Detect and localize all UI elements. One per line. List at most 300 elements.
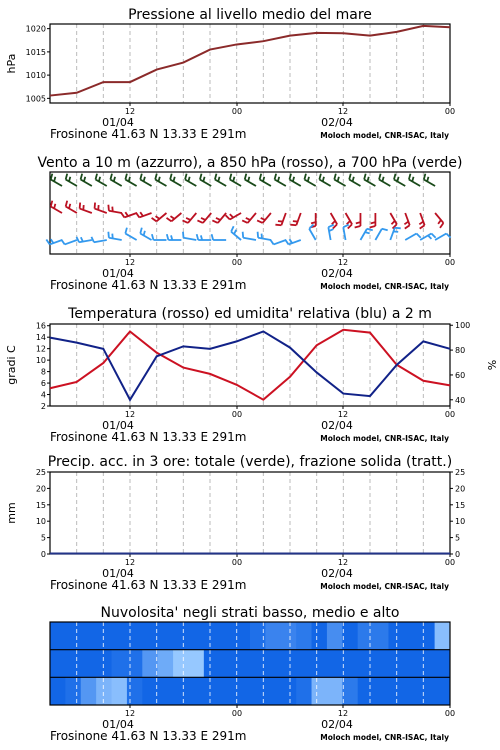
wind-barb xyxy=(245,174,256,186)
date-label: 02/04 xyxy=(321,267,353,280)
barb-shaft xyxy=(51,207,62,214)
barb-feather xyxy=(197,220,202,223)
wind-barb xyxy=(260,174,271,186)
cloud-cell xyxy=(219,622,235,650)
x-tick-label: 12 xyxy=(124,107,136,116)
barb-feather xyxy=(404,222,408,225)
cloud-cell xyxy=(81,622,97,650)
wind-barb xyxy=(152,234,167,240)
barb-feather xyxy=(338,177,339,182)
wind-barb xyxy=(125,174,136,186)
wind-barb xyxy=(77,237,92,242)
cloud-cell xyxy=(296,650,312,678)
cloud-cell xyxy=(112,677,128,705)
wind-barb xyxy=(230,174,241,186)
wind-barb xyxy=(390,228,400,240)
wind-barb xyxy=(110,174,121,186)
barb-feather xyxy=(80,203,81,209)
x-tick-label: 12 xyxy=(124,709,136,718)
credit-label: Moloch model, CNR-ISAC, Italy xyxy=(320,282,449,291)
cloud-cell xyxy=(419,650,435,678)
barb-feather xyxy=(332,221,335,224)
cloud-cell xyxy=(219,650,235,678)
y-tick-label: 8 xyxy=(40,367,46,377)
x-tick-label: 12 xyxy=(124,410,136,419)
wind-barb xyxy=(290,213,300,225)
y-axis-label: mm xyxy=(5,502,18,524)
barb-shaft xyxy=(390,228,394,240)
cloud-cell xyxy=(204,650,220,678)
wind-barb xyxy=(197,213,211,223)
humidity-line xyxy=(50,331,450,399)
date-label: 01/04 xyxy=(102,419,134,432)
barb-feather xyxy=(216,218,220,220)
barb-feather xyxy=(355,226,361,228)
wind-barb xyxy=(66,201,77,213)
barb-feather xyxy=(405,225,410,228)
barb-feather xyxy=(114,177,115,182)
cloud-cell xyxy=(96,650,112,678)
barb-feather xyxy=(95,203,96,209)
plot-frame xyxy=(50,24,450,103)
cloud-cell xyxy=(342,622,358,650)
cloud-cell xyxy=(327,677,343,705)
wind-barb xyxy=(81,174,92,186)
wind-barb xyxy=(435,234,451,241)
y-tick-label: 25 xyxy=(35,468,46,477)
cloud-cell xyxy=(219,677,235,705)
barb-shaft xyxy=(258,238,271,240)
barb-shaft xyxy=(243,238,256,240)
y-tick-label: 10 xyxy=(35,356,46,366)
barb-feather xyxy=(140,212,143,216)
barb-shaft xyxy=(109,238,122,240)
wind-barb xyxy=(270,240,286,245)
credit-label: Moloch model, CNR-ISAC, Italy xyxy=(320,733,449,742)
credit-label: Moloch model, CNR-ISAC, Italy xyxy=(320,434,449,443)
x-tick-label: 00 xyxy=(444,258,456,267)
wind-barb xyxy=(80,203,92,213)
barb-feather xyxy=(382,177,383,182)
y-tick-label: 15 xyxy=(35,500,46,510)
x-tick-label: 00 xyxy=(444,709,456,718)
wind-barb xyxy=(183,213,197,223)
x-tick-label: 00 xyxy=(444,107,456,116)
barb-shaft xyxy=(80,209,92,213)
barb-feather xyxy=(61,240,64,245)
barb-shaft xyxy=(96,180,107,187)
cloud-cell xyxy=(419,677,435,705)
barb-feather xyxy=(242,220,247,223)
barb-feather xyxy=(416,234,420,238)
location-label: Frosinone 41.63 N 13.33 E 291m xyxy=(50,278,247,292)
barb-feather xyxy=(188,177,189,182)
barb-feather xyxy=(230,214,233,217)
wind-barb xyxy=(96,174,107,186)
cloud-cell xyxy=(435,622,451,650)
barb-feather xyxy=(370,226,376,228)
wind-barb xyxy=(91,237,106,242)
cloud-cell xyxy=(50,622,66,650)
barb-feather xyxy=(144,177,145,182)
barb-feather xyxy=(353,177,354,182)
wind-barb xyxy=(140,174,151,186)
pressure-panel xyxy=(50,24,450,106)
wind-barb xyxy=(304,174,315,186)
barb-feather xyxy=(395,228,401,229)
barb-feather xyxy=(260,174,262,180)
barb-feather xyxy=(69,177,70,182)
barb-shaft xyxy=(185,180,196,187)
barb-shaft xyxy=(405,234,416,241)
wind-barb xyxy=(46,239,62,244)
cloud-cell xyxy=(404,622,420,650)
barb-feather xyxy=(99,177,100,182)
barb-shaft xyxy=(79,240,92,242)
barb-feather xyxy=(77,237,80,242)
wind-barb xyxy=(355,213,361,228)
y-tick-label: 14 xyxy=(35,333,46,343)
barb-shaft xyxy=(274,240,286,244)
wind-barb xyxy=(95,203,107,213)
wind-barb xyxy=(404,213,409,229)
cloud-cell xyxy=(358,622,374,650)
barb-shaft xyxy=(110,180,121,187)
cloud-footer xyxy=(50,709,455,743)
barb-feather xyxy=(218,177,219,182)
location-label: Frosinone 41.63 N 13.33 E 291m xyxy=(50,729,247,743)
chart-title: Temperatura (rosso) ed umidita' relativa (blu) a 2 m xyxy=(68,306,432,322)
wind-barb xyxy=(197,234,212,240)
barb-feather xyxy=(233,177,234,182)
credit-label: Moloch model, CNR-ISAC, Italy xyxy=(320,131,449,140)
x-tick-label: 00 xyxy=(231,107,243,116)
barb-feather xyxy=(257,220,262,223)
wind-barb xyxy=(51,201,62,213)
barb-feather xyxy=(66,201,68,207)
cloud-cell xyxy=(81,650,97,678)
barb-feather xyxy=(108,205,109,211)
wind-barb xyxy=(125,228,136,240)
barb-feather xyxy=(66,174,68,180)
cloud-cell xyxy=(265,650,281,678)
barb-feather xyxy=(412,177,413,182)
barb-feather xyxy=(275,225,281,226)
y-tick-label: 5 xyxy=(40,533,46,543)
barb-feather xyxy=(212,234,214,240)
chart-title: Nuvolosita' negli strati basso, medio e alto xyxy=(100,605,400,621)
barb-shaft xyxy=(375,229,382,240)
barb-feather xyxy=(171,235,172,240)
cloud-cell xyxy=(296,622,312,650)
barb-feather xyxy=(69,204,70,209)
wind-barb xyxy=(242,213,256,223)
barb-feather xyxy=(290,225,296,226)
x-tick-label: 00 xyxy=(444,410,456,419)
date-label: 02/04 xyxy=(321,419,353,432)
barb-shaft xyxy=(245,180,256,187)
x-tick-label: 12 xyxy=(337,709,349,718)
barb-feather xyxy=(185,174,187,180)
barb-feather xyxy=(427,177,428,182)
y-tick-label: 6 xyxy=(40,379,46,389)
barb-shaft xyxy=(304,180,315,187)
cloud-cell xyxy=(158,677,174,705)
barb-shaft xyxy=(281,213,285,225)
barb-feather xyxy=(140,174,142,180)
wind-barb xyxy=(61,240,77,245)
barb-feather xyxy=(110,174,112,180)
barb-feather xyxy=(275,174,277,180)
barb-feather xyxy=(121,213,124,218)
wind-barb xyxy=(285,239,301,244)
wind-barb xyxy=(140,228,151,240)
cloud-cell xyxy=(50,650,66,678)
barb-shaft xyxy=(125,234,136,241)
barb-shaft xyxy=(309,229,316,240)
cloud-cell xyxy=(404,650,420,678)
y-tick-label: 12 xyxy=(35,344,46,354)
x-tick-label: 00 xyxy=(231,258,243,267)
barb-shaft xyxy=(81,180,92,187)
date-label: 02/04 xyxy=(321,116,353,129)
cloud-cell xyxy=(265,622,281,650)
barb-shaft xyxy=(66,180,77,187)
y-right-axis-label: % xyxy=(485,359,498,371)
cloud-cell xyxy=(435,650,451,678)
date-label: 02/04 xyxy=(321,567,353,580)
cloud-cell xyxy=(65,622,81,650)
y-right-tick-label: 60 xyxy=(455,370,466,380)
barb-shaft xyxy=(409,180,420,187)
barb-feather xyxy=(419,222,423,225)
wind-barb xyxy=(108,205,121,213)
wind-footer xyxy=(50,258,455,292)
wind-barb xyxy=(226,213,242,220)
y-tick-label: 0 xyxy=(40,550,46,559)
barb-shaft xyxy=(65,240,77,244)
x-tick-label: 12 xyxy=(337,410,349,419)
wind-barb xyxy=(66,174,77,186)
cloud-cell xyxy=(342,650,358,678)
cloud-cell xyxy=(81,677,97,705)
barb-feather xyxy=(125,174,127,180)
date-label: 01/04 xyxy=(102,267,134,280)
wind-barb xyxy=(108,232,121,240)
cloud-cell xyxy=(265,677,281,705)
barb-shaft xyxy=(188,213,196,223)
barb-feather xyxy=(170,216,174,219)
barb-feather xyxy=(212,220,217,223)
barb-feather xyxy=(197,234,199,240)
y-tick-label: 1015 xyxy=(25,47,46,57)
barb-feather xyxy=(226,215,230,219)
x-tick-label: 12 xyxy=(337,558,349,567)
y-right-tick-label: 0 xyxy=(455,550,461,559)
cloud-cell xyxy=(281,650,297,678)
barb-feather xyxy=(125,212,128,216)
barb-feather xyxy=(394,174,396,180)
barb-feather xyxy=(234,230,236,234)
barb-feather xyxy=(91,237,94,242)
temperature-line xyxy=(50,330,450,400)
y-right-tick-label: 10 xyxy=(455,517,466,527)
barb-shaft xyxy=(260,180,271,187)
wind-barb xyxy=(290,174,301,186)
barb-shaft xyxy=(296,213,300,225)
date-label: 02/04 xyxy=(321,718,353,731)
cloud-cell xyxy=(188,677,204,705)
cloud-cell xyxy=(173,650,189,678)
barb-feather xyxy=(54,204,55,209)
wind-barb xyxy=(275,174,286,186)
wind-barb xyxy=(167,234,182,240)
cloud-cell xyxy=(188,622,204,650)
cloud-cell xyxy=(373,622,389,650)
wind-barb xyxy=(215,174,226,186)
barb-feather xyxy=(368,177,369,182)
barb-shaft xyxy=(215,180,226,187)
date-label: 01/04 xyxy=(102,567,134,580)
barb-feather xyxy=(391,221,394,224)
barb-feather xyxy=(125,228,127,234)
barb-shaft xyxy=(170,180,181,187)
y-tick-label: 4 xyxy=(40,390,46,400)
barb-feather xyxy=(258,232,259,238)
barb-feather xyxy=(397,177,398,182)
barb-shaft xyxy=(328,227,330,240)
y-tick-label: 20 xyxy=(35,484,46,494)
barb-feather xyxy=(420,225,425,228)
wind-barb xyxy=(212,234,227,240)
barb-feather xyxy=(364,174,366,180)
barb-feather xyxy=(328,225,333,228)
barb-feather xyxy=(245,174,247,180)
wind-barb xyxy=(121,212,137,217)
wind-barb xyxy=(424,174,435,186)
barb-feather xyxy=(167,218,172,221)
barb-feather xyxy=(319,174,321,180)
date-label: 01/04 xyxy=(102,718,134,731)
cloud-cell xyxy=(204,677,220,705)
x-tick-label: 12 xyxy=(124,558,136,567)
barb-feather xyxy=(365,232,370,233)
barb-feather xyxy=(431,234,435,238)
cloud-cell xyxy=(358,677,374,705)
barb-feather xyxy=(304,174,306,180)
cloud-cell xyxy=(342,677,358,705)
wind-panel xyxy=(50,172,450,257)
barb-shaft xyxy=(349,180,360,187)
barb-feather xyxy=(170,174,172,180)
barb-shaft xyxy=(275,180,286,187)
barb-feather xyxy=(347,221,350,224)
barb-shaft xyxy=(94,240,107,242)
barb-feather xyxy=(155,174,157,180)
plot-frame xyxy=(50,172,450,254)
cloud-cell xyxy=(296,677,312,705)
cloud-cell xyxy=(127,622,143,650)
y-right-tick-label: 20 xyxy=(455,484,466,494)
wind-barb xyxy=(420,234,436,241)
barb-shaft xyxy=(319,180,330,187)
cloud-cell xyxy=(158,622,174,650)
barb-feather xyxy=(152,218,157,221)
wind-barb xyxy=(243,232,256,240)
cloud-cell xyxy=(312,677,328,705)
cloud-cell xyxy=(65,650,81,678)
barb-feather xyxy=(51,239,54,243)
cloud-cell xyxy=(65,677,81,705)
x-tick-label: 12 xyxy=(337,107,349,116)
barb-feather xyxy=(51,201,53,207)
wind-barb xyxy=(167,213,182,221)
wind-barb xyxy=(360,229,372,240)
cloud-cell xyxy=(281,622,297,650)
chart-title: Vento a 10 m (azzurro), a 850 hPa (rosso), a 700 hPa (verde) xyxy=(37,155,463,171)
cloud-cell xyxy=(312,650,328,678)
y-axis-label: gradi C xyxy=(5,345,18,385)
barb-feather xyxy=(428,235,431,238)
barb-feather xyxy=(379,174,381,180)
cloud-cell xyxy=(127,650,143,678)
wind-barb xyxy=(405,234,421,241)
cloud-cell xyxy=(281,677,297,705)
barb-feather xyxy=(311,222,316,223)
y-tick-label: 1010 xyxy=(25,71,46,81)
cloud-cell xyxy=(96,622,112,650)
barb-feather xyxy=(203,177,204,182)
barb-feather xyxy=(108,232,109,238)
x-tick-label: 00 xyxy=(231,410,243,419)
cloud-cell xyxy=(327,650,343,678)
barb-shaft xyxy=(140,180,151,187)
pressure-line xyxy=(50,26,450,96)
cloud-cell xyxy=(173,622,189,650)
barb-feather xyxy=(96,174,98,180)
barb-feather xyxy=(367,229,373,231)
location-label: Frosinone 41.63 N 13.33 E 291m xyxy=(50,578,247,592)
cloud-cell xyxy=(142,650,158,678)
barb-feather xyxy=(183,232,184,238)
barb-shaft xyxy=(125,180,136,187)
wind-barb xyxy=(258,232,271,240)
barb-shaft xyxy=(424,180,435,187)
barb-feather xyxy=(140,228,142,234)
wind-barb xyxy=(390,213,397,229)
barb-feather xyxy=(371,222,376,223)
barb-feather xyxy=(200,174,202,180)
barb-feather xyxy=(54,177,55,182)
cloud-cell xyxy=(96,677,112,705)
barb-feather xyxy=(293,177,294,182)
cloud-cell xyxy=(112,622,128,650)
barb-feather xyxy=(84,177,85,182)
x-tick-label: 12 xyxy=(337,258,349,267)
barb-feather xyxy=(81,174,83,180)
wind-barb xyxy=(349,174,360,186)
y-tick-label: 1005 xyxy=(25,94,46,104)
wind-barb xyxy=(155,174,166,186)
temperature-footer xyxy=(50,410,455,444)
barb-feather xyxy=(46,240,49,245)
barb-feather xyxy=(308,177,309,182)
y-right-tick-label: 25 xyxy=(455,468,466,477)
barb-shaft xyxy=(435,234,446,241)
barb-feather xyxy=(246,218,250,220)
barb-feather xyxy=(144,231,145,236)
barb-feather xyxy=(409,174,411,180)
